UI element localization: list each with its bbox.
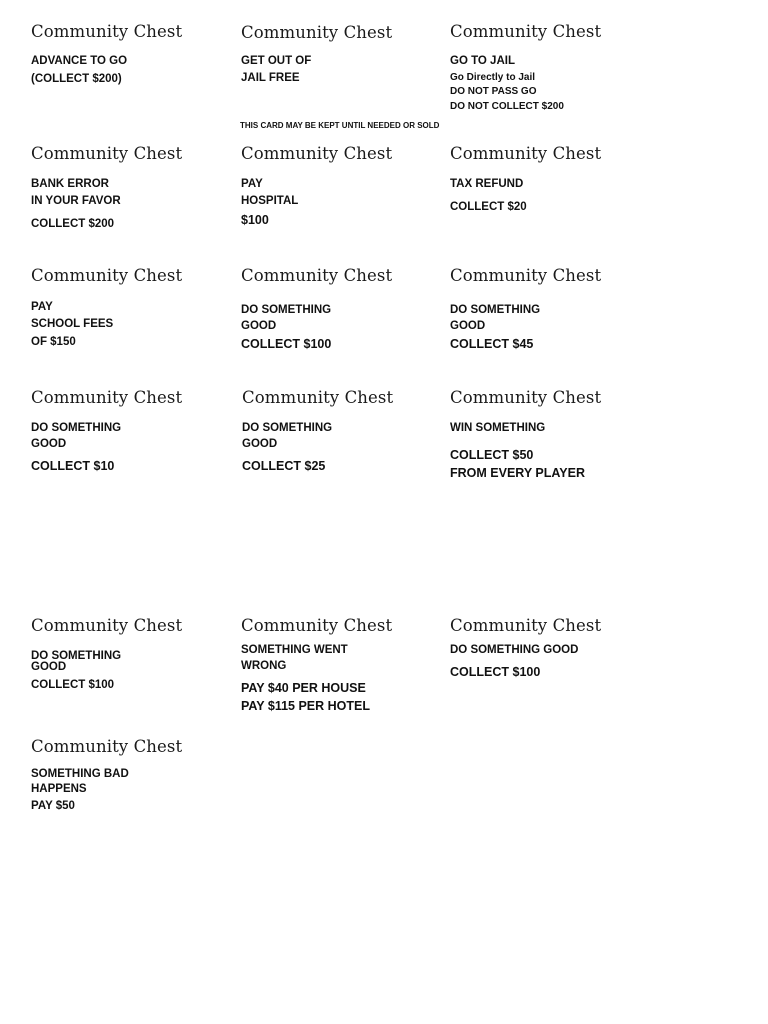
- card-title: Community Chest: [450, 266, 602, 285]
- card-title: Community Chest: [241, 616, 393, 635]
- card-line: IN YOUR FAVOR: [31, 195, 121, 207]
- card-line: SCHOOL FEES: [31, 318, 114, 330]
- card-line: GOOD: [31, 438, 67, 450]
- card-title: Community Chest: [31, 616, 183, 635]
- card-title: Community Chest: [450, 144, 602, 163]
- card-line: PAY: [31, 301, 53, 313]
- card-title: Community Chest: [31, 266, 183, 285]
- card-line: DO NOT COLLECT $200: [450, 101, 564, 112]
- card-title: Community Chest: [450, 388, 602, 407]
- card-line: COLLECT $100: [31, 679, 115, 691]
- card-line: DO SOMETHING: [450, 304, 541, 316]
- card-line: PAY $115 PER HOTEL: [241, 699, 370, 713]
- card-line: PAY $50: [31, 800, 75, 812]
- card-line: COLLECT $50: [450, 448, 534, 462]
- card-line: DO SOMETHING: [31, 650, 122, 662]
- card-line: COLLECT $100: [241, 337, 332, 351]
- card-title: Community Chest: [31, 737, 183, 756]
- card-line: GOOD: [450, 320, 486, 332]
- card-line: COLLECT $45: [450, 337, 534, 351]
- card-line: GET OUT OF: [241, 55, 312, 67]
- card-line: COLLECT $20: [450, 201, 527, 213]
- card-title: Community Chest: [241, 144, 393, 163]
- card-line: BANK ERROR: [31, 178, 109, 190]
- card-line: DO SOMETHING GOOD: [450, 644, 579, 656]
- card-line: WRONG: [241, 660, 287, 672]
- card-title: Community Chest: [31, 144, 183, 163]
- card-line: COLLECT $200: [31, 218, 115, 230]
- card-line: TAX REFUND: [450, 178, 524, 190]
- card-line: PAY: [241, 178, 263, 190]
- card-line: SOMETHING BAD: [31, 768, 129, 780]
- card-title: Community Chest: [242, 388, 394, 407]
- card-line: FROM EVERY PLAYER: [450, 466, 585, 480]
- card-line: JAIL FREE: [241, 72, 300, 84]
- card-line: GOOD: [242, 438, 278, 450]
- card-line: GOOD: [241, 320, 277, 332]
- card-line: (COLLECT $200): [31, 73, 122, 85]
- card-line: HOSPITAL: [241, 195, 299, 207]
- card-line: HAPPENS: [31, 783, 87, 795]
- card-line: DO SOMETHING: [242, 422, 333, 434]
- card-line: DO NOT PASS GO: [450, 86, 537, 97]
- card-line: COLLECT $25: [242, 459, 326, 473]
- card-line: SOMETHING WENT: [241, 644, 348, 656]
- card-title: Community Chest: [31, 22, 183, 41]
- card-line: Go Directly to Jail: [450, 72, 536, 83]
- card-line: OF $150: [31, 336, 76, 348]
- card-line: GOOD: [31, 661, 67, 673]
- card-line: GO TO JAIL: [450, 55, 515, 67]
- card-line: PAY $40 PER HOUSE: [241, 681, 366, 695]
- card-title: Community Chest: [450, 22, 602, 41]
- card-fine-print: THIS CARD MAY BE KEPT UNTIL NEEDED OR SOLD: [240, 121, 440, 130]
- card-line: ADVANCE TO GO: [31, 55, 128, 67]
- card-title: Community Chest: [241, 23, 393, 42]
- card-line: WIN SOMETHING: [450, 422, 546, 434]
- card-title: Community Chest: [450, 616, 602, 635]
- card-title: Community Chest: [31, 388, 183, 407]
- card-line: $100: [241, 213, 269, 227]
- card-line: COLLECT $10: [31, 459, 115, 473]
- card-line: COLLECT $100: [450, 665, 541, 679]
- card-line: DO SOMETHING: [31, 422, 122, 434]
- card-title: Community Chest: [241, 266, 393, 285]
- card-line: DO SOMETHING: [241, 304, 332, 316]
